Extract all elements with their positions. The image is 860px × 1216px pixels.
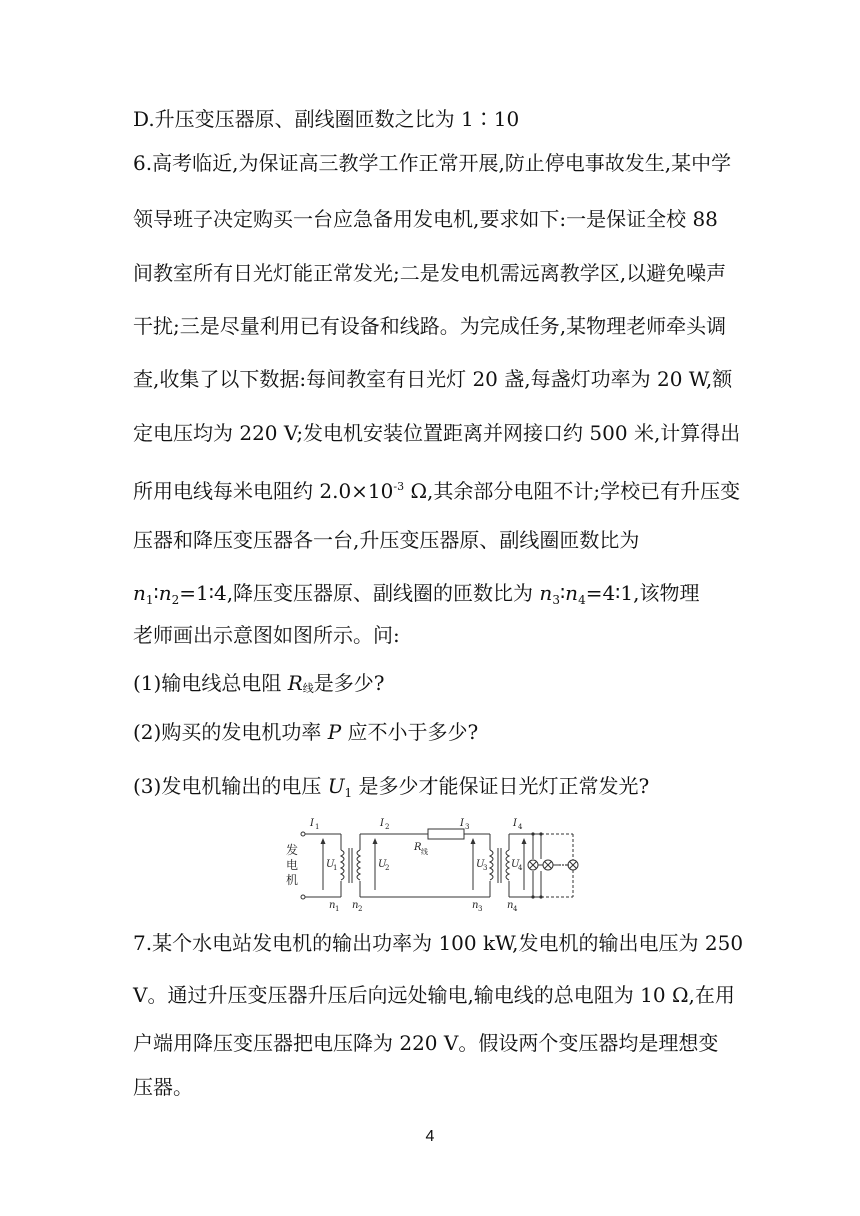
ratio-colon: ∶ (153, 581, 159, 605)
symbol-u1: U (327, 774, 345, 798)
label-i4-sub: 4 (518, 823, 523, 831)
generator-label-3: 机 (286, 873, 299, 887)
problem-6-line-1: 6.高考临近,为保证高三教学工作正常开展,防止停电事故发生,某中学 (133, 151, 732, 175)
label-u3: U (476, 859, 485, 870)
subscript: 1 (145, 593, 154, 607)
label-i3-sub: 3 (465, 823, 470, 831)
text-segment: =1∶4,降压变压器原、副线圈的匝数比为 (179, 581, 540, 605)
question-3 (133, 771, 649, 808)
symbol-n2: n (158, 581, 172, 605)
label-n3-sub: 3 (478, 905, 483, 913)
problem-6-line-6: 定电压均为 220 V;发电机安装位置距离并网接口约 500 米,计算得出 (133, 421, 741, 445)
label-r: R (414, 842, 422, 853)
resistor-r (428, 829, 464, 839)
symbol-n3: n (539, 581, 553, 605)
problem-7-line-2: V。通过升压变压器升压后向远处输电,输电线的总电阻为 10 Ω,在用 (133, 983, 735, 1007)
label-u1-sub: 1 (333, 864, 338, 872)
text-segment: =4∶1,该物理 (585, 581, 700, 605)
label-u4: U (511, 859, 520, 870)
subscript: 3 (552, 593, 560, 607)
terminal-top (301, 832, 305, 836)
text-segment: Ω,其余部分电阻不计;学校已有升压变 (404, 479, 741, 503)
text-segment: (1)输电线总电阻 (133, 671, 288, 695)
symbol-r: R (287, 671, 303, 695)
label-i1: I (310, 818, 314, 829)
label-n4-sub: 4 (513, 905, 518, 913)
label-i2: I (380, 818, 384, 829)
label-n1: n (329, 900, 336, 911)
symbol-n4: n (565, 581, 579, 605)
symbol-p: P (327, 720, 342, 744)
label-u2: U (378, 859, 387, 870)
label-u2-sub: 2 (385, 864, 390, 872)
question-2 (133, 717, 478, 747)
text-segment: 应不小于多少? (341, 720, 479, 744)
label-n2-sub: 2 (358, 905, 363, 913)
problem-6-line-3: 间教室所有日光灯能正常发光;二是发电机需远离教学区,以避免噪声 (133, 261, 727, 285)
problem-6-line-8: 压器和降压变压器各一台,升压变压器原、副线圈匝数比为 (133, 528, 640, 552)
label-i2-sub: 2 (385, 823, 390, 831)
coil-n4 (506, 850, 509, 880)
generator-label-1: 发 (286, 843, 299, 857)
text-segment: (3)发电机输出的电压 (133, 774, 328, 798)
label-r-sub: 线 (421, 848, 428, 856)
page-number: 4 (425, 1128, 435, 1145)
problem-7-line-1: 7.某个水电站发电机的输出功率为 100 kW,发电机的输出电压为 250 (133, 931, 744, 955)
label-u1: U (326, 859, 335, 870)
label-u4-sub: 4 (518, 864, 523, 872)
terminal-bottom (301, 895, 305, 899)
label-n3: n (472, 900, 479, 911)
ratio-colon: ∶ (559, 581, 566, 605)
subscript: 2 (171, 593, 180, 607)
subscript: 线 (302, 682, 314, 695)
subscript: 1 (344, 786, 353, 800)
problem-6-line-4: 干扰;三是尽量利用已有设备和线路。为完成任务,某物理老师牵头调 (133, 314, 727, 338)
coil-n1 (341, 850, 344, 880)
coil-n3 (490, 850, 493, 880)
text-segment: 是多少? (313, 671, 385, 695)
problem-7-line-3: 户端用降压变压器把电压降为 220 V。假设两个变压器均是理想变 (133, 1031, 719, 1055)
label-n2: n (352, 900, 359, 911)
question-1 (133, 668, 384, 704)
circuit-diagram (283, 812, 583, 914)
problem-7-line-4: 压器。 (133, 1075, 193, 1099)
option-d: D.升压变压器原、副线圈匝数之比为 1∶10 (133, 107, 520, 131)
text-segment: 所用电线每米电阻约 2.0×10 (133, 479, 394, 503)
label-i1-sub: 1 (315, 823, 320, 831)
label-i4: I (513, 818, 517, 829)
symbol-n1: n (133, 581, 146, 605)
label-u3-sub: 3 (483, 864, 488, 872)
text-segment: (2)购买的发电机功率 (133, 720, 328, 744)
exponent: -3 (393, 480, 405, 493)
subscript: 4 (578, 593, 586, 607)
label-n4: n (507, 900, 514, 911)
problem-6-line-9 (133, 578, 699, 615)
problem-6-line-10: 老师画出示意图如图所示。问: (133, 623, 400, 647)
problem-6-line-5: 查,收集了以下数据:每间教室有日光灯 20 盏,每盏灯功率为 20 W,额 (133, 367, 733, 391)
coil-n2 (357, 850, 360, 880)
label-n1-sub: 1 (335, 905, 340, 913)
generator-label-2: 电 (286, 858, 299, 872)
problem-6-line-2: 领导班子决定购买一台应急备用发电机,要求如下:一是保证全校 88 (133, 207, 718, 231)
label-i3: I (460, 818, 464, 829)
text-segment: 是多少才能保证日光灯正常发光? (352, 774, 650, 798)
problem-6-line-7 (133, 472, 740, 506)
